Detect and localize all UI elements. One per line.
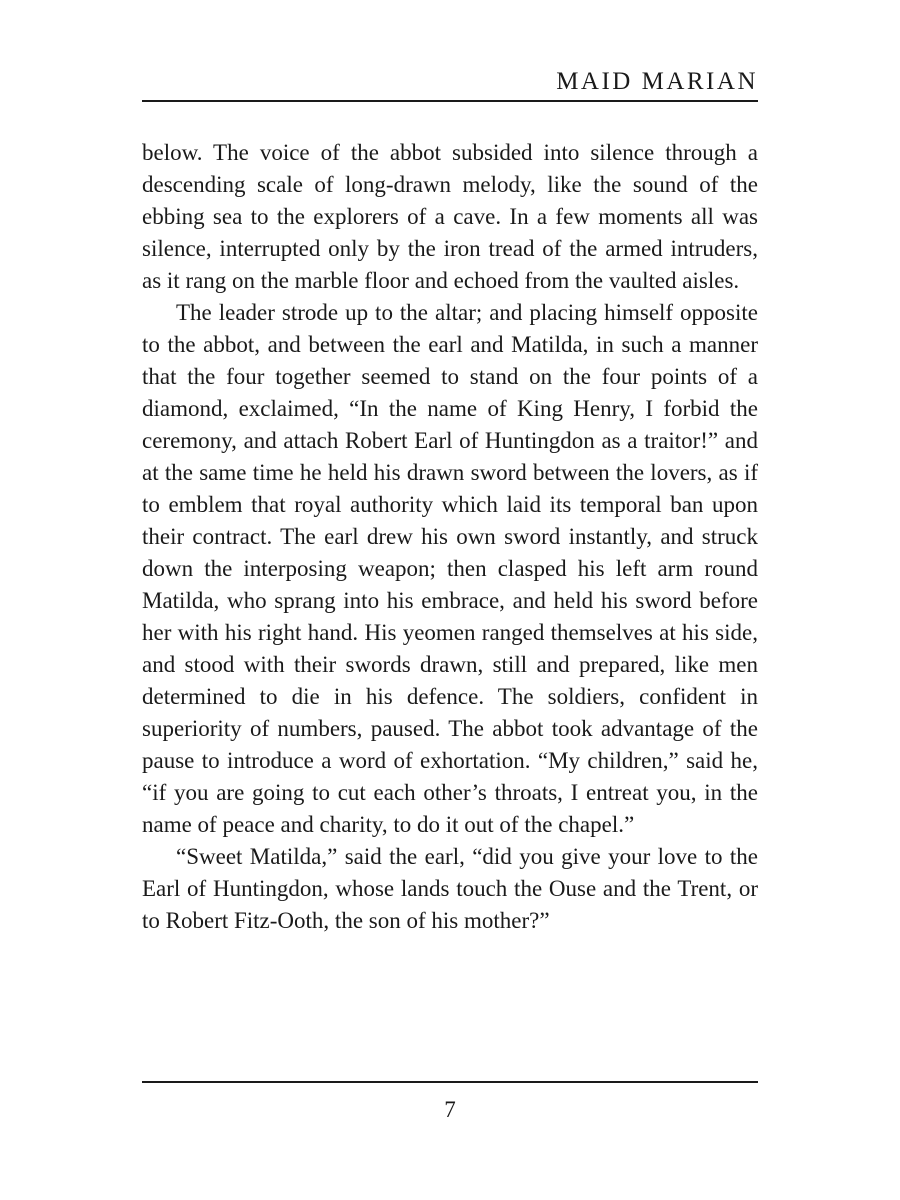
body-text (142, 137, 758, 937)
header-rule (142, 100, 758, 102)
page-number: 7 (444, 1097, 456, 1122)
paragraph-2: The leader strode up to the altar; and placing himself opposite to the abbot, and between the earl and Matilda, in such a manner that the four together seemed to stand on the four points of a diamond, exclaimed, “In the name of King Henry, I forbid the ceremony, and attach Robert Earl of Huntingdon as a traitor!” and at the same time he held his drawn sword between the lovers, as if to emblem that royal authority which laid its temporal ban upon their contract. The earl drew his own sword instantly, and struck down the interposing weapon; then clasped his left arm round Matilda, who sprang into his embrace, and held his sword before her with his right hand. His yeomen ranged themselves at his side, and stood with their swords drawn, still and prepared, like men determined to die in his defence. The soldiers, confident in superiority of numbers, paused. The abbot took advantage of the pause to introduce a word of exhortation. “My children,” said he, “if you are going to cut each other’s throats, I entreat you, in the name of peace and charity, to do it out of the chapel.” (142, 300, 758, 837)
paragraph-1: below. The voice of the abbot subsided into silence through a descending scale of long-drawn melody, like the sound of the ebbing sea to the explorers of a cave. In a few moments all was silence, interrupted only by the iron tread of the armed intruders, as it rang on the marble floor and echoed from the vaulted aisles. (142, 140, 758, 293)
paragraph-3: “Sweet Matilda,” said the earl, “did you give your love to the Earl of Huntingdon, whose lands touch the Ouse and the Trent, or to Robert Fitz-Ooth, the son of his mother?” (142, 844, 758, 933)
footer-rule (142, 1081, 758, 1083)
running-head: MAID MARIAN (556, 68, 758, 95)
